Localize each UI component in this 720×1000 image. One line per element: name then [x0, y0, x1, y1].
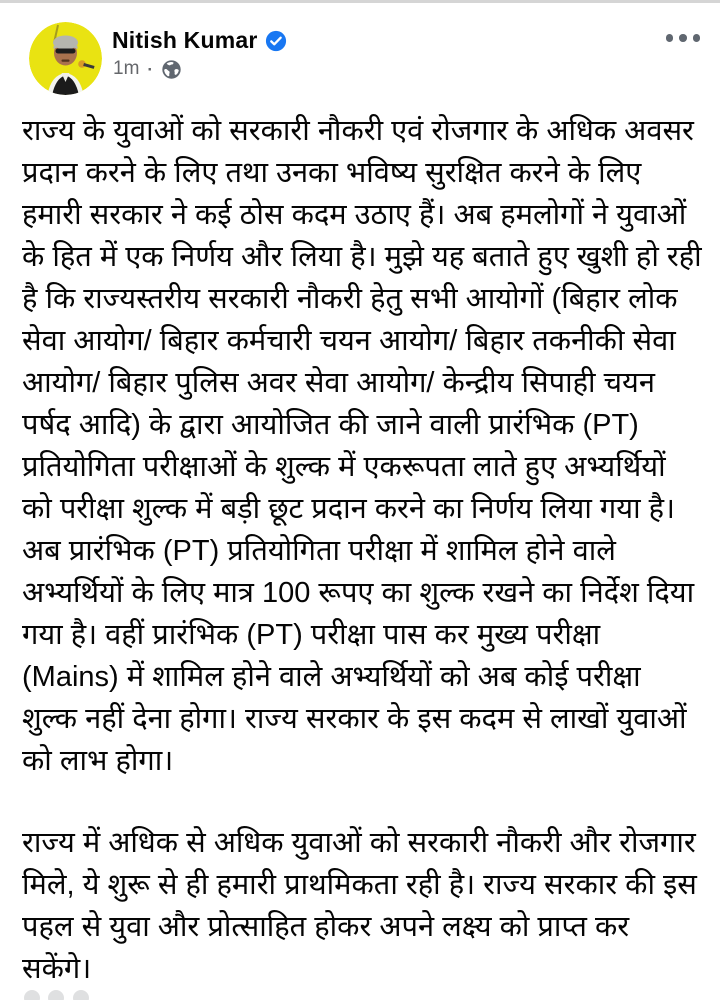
reaction-blob [48, 990, 64, 1000]
more-options-button[interactable] [660, 28, 707, 48]
post-text-line: को परीक्षा शुल्क में बड़ी छूट प्रदान करने का निर्णय लिया गया है। [22, 493, 676, 525]
post-text-line: सेवा आयोग/ बिहार कर्मचारी चयन आयोग/ बिहार तकनीकी सेवा [22, 325, 676, 357]
post-text-line: प्रतियोगिता परीक्षाओं के शुल्क में एकरूपता लाते हुए अभ्यर्थियों [22, 451, 666, 483]
reactions-peek[interactable] [24, 990, 96, 1000]
post-text-line: पर्षद आदि) के द्वारा आयोजित की जाने वाली प्रारंभिक (PT) [22, 409, 639, 441]
post-text-line: सकेंगे। [22, 953, 92, 985]
verified-badge-icon [265, 30, 287, 52]
reaction-blob [24, 990, 40, 1000]
post-header [0, 0, 720, 105]
meta-row [113, 58, 182, 80]
post-text-line: है कि राज्यस्तरीय सरकारी नौकरी हेतु सभी आयोगों (बिहार लोक [22, 283, 678, 315]
meta-separator: · [147, 59, 154, 79]
post-text-line: गया है। वहीं प्रारंभिक (PT) परीक्षा पास कर मुख्य परीक्षा [22, 619, 601, 651]
post-paragraph-1 [22, 110, 712, 782]
more-dot [679, 34, 687, 42]
post-timestamp[interactable]: 1m [113, 58, 140, 79]
post-text-line: के हित में एक निर्णय और लिया है। मुझे यह बताते हुए खुशी हो रही [22, 241, 702, 273]
post-text-line: (Mains) में शामिल होने वाले अभ्यर्थियों को अब कोई परीक्षा [22, 661, 641, 693]
avatar-image [29, 22, 102, 95]
post-paragraph-2 [22, 822, 712, 990]
post-text-line: पहल से युवा और प्रोत्साहित होकर अपने लक्ष्य को प्राप्त कर [22, 911, 630, 943]
post-text-line: मिले, ये शुरू से ही हमारी प्राथमिकता रही है। राज्य सरकार की इस [22, 869, 697, 901]
name-row [112, 27, 287, 54]
more-dot [693, 34, 701, 42]
profile-name[interactable]: Nitish Kumar [112, 27, 258, 53]
post-text-line: शुल्क नहीं देना होगा। राज्य सरकार के इस कदम से लाखों युवाओं [22, 703, 687, 735]
post-text-line: को लाभ होगा। [22, 745, 174, 777]
reaction-blob [73, 990, 89, 1000]
post-text-line: राज्य में अधिक से अधिक युवाओं को सरकारी नौकरी और रोजगार [22, 827, 696, 859]
post-text-line: आयोग/ बिहार पुलिस अवर सेवा आयोग/ केन्द्रीय सिपाही चयन [22, 367, 655, 399]
profile-avatar[interactable] [29, 22, 102, 95]
post-text-line: प्रदान करने के लिए तथा उनका भविष्य सुरक्षित करने के लिए [22, 157, 642, 189]
globe-icon [161, 59, 182, 80]
post-text [22, 110, 712, 990]
post-text-line: राज्य के युवाओं को सरकारी नौकरी एवं रोजगार के अधिक अवसर [22, 115, 694, 147]
more-dot [666, 34, 674, 42]
post-text-line: अब प्रारंभिक (PT) प्रतियोगिता परीक्षा में शामिल होने वाले [22, 535, 616, 567]
post-text-line: हमारी सरकार ने कई ठोस कदम उठाए हैं। अब हमलोगों ने युवाओं [22, 199, 687, 231]
post-text-line: अभ्यर्थियों के लिए मात्र 100 रूपए का शुल्क रखने का निर्देश दिया [22, 577, 695, 609]
